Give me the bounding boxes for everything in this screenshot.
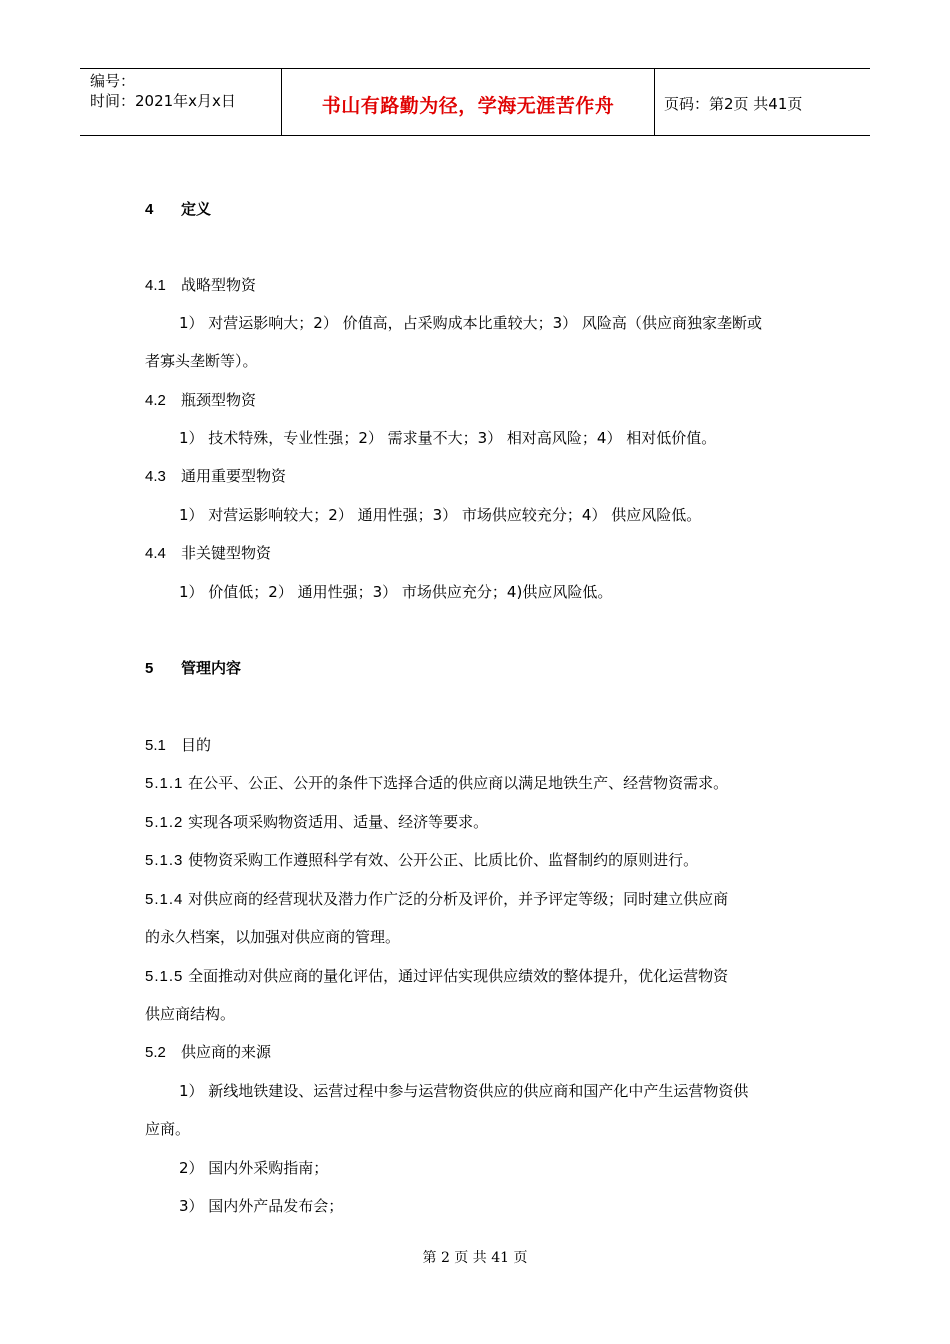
subsection-heading xyxy=(145,389,256,410)
header-date-label: 时间：2021年x月x日 xyxy=(90,92,236,110)
paragraph-line: 的永久档案，以加强对供应商的管理。 xyxy=(145,928,401,946)
header-divider xyxy=(654,69,655,135)
section-number: 4 xyxy=(145,201,154,218)
section-number: 5 xyxy=(145,660,154,677)
section-heading xyxy=(145,198,211,219)
section-heading xyxy=(145,657,241,678)
clause-line xyxy=(145,965,728,986)
clause-number: 5.1.4 xyxy=(145,891,184,908)
subsection-heading xyxy=(145,465,286,486)
clause-text: 实现各项采购物资适用、适量、经济等要求。 xyxy=(188,813,489,831)
paragraph-line: 1） 对营运影响较大；2） 通用性强；3） 市场供应较充分；4） 供应风险低。 xyxy=(179,506,702,524)
header-page-label: 页码：第2页 共41页 xyxy=(664,95,803,113)
clause-line xyxy=(145,849,698,870)
clause-number: 5.1.5 xyxy=(145,968,184,985)
subsection-number: 4.4 xyxy=(145,545,166,562)
subsection-number: 4.3 xyxy=(145,468,166,485)
subsection-heading xyxy=(145,734,211,755)
paragraph-line: 1） 新线地铁建设、运营过程中参与运营物资供应的供应商和国产化中产生运营物资供 xyxy=(179,1082,749,1100)
clause-line xyxy=(145,772,728,793)
paragraph-line: 应商。 xyxy=(145,1120,191,1138)
subsection-number: 5.2 xyxy=(145,1044,166,1061)
subsection-heading xyxy=(145,1041,271,1062)
subsection-title: 瓶颈型物资 xyxy=(181,391,257,409)
subsection-title: 非关键型物资 xyxy=(181,544,272,562)
subsection-number: 4.2 xyxy=(145,392,166,409)
clause-number: 5.1.2 xyxy=(145,814,184,831)
paragraph-line: 1） 技术特殊，专业性强；2） 需求量不大；3） 相对高风险；4） 相对低价值。 xyxy=(179,429,717,447)
subsection-title: 通用重要型物资 xyxy=(181,467,287,485)
paragraph-line: 者寡头垄断等）。 xyxy=(145,352,258,370)
paragraph-line: 3） 国内外产品发布会； xyxy=(179,1197,344,1215)
clause-line xyxy=(145,888,728,909)
page-footer: 第 2 页 共 41 页 xyxy=(422,1250,528,1266)
clause-text: 全面推动对供应商的量化评估，通过评估实现供应绩效的整体提升，优化运营物资 xyxy=(188,967,729,985)
clause-text: 使物资采购工作遵照科学有效、公开公正、比质比价、监督制约的原则进行。 xyxy=(188,851,699,869)
clause-number: 5.1.3 xyxy=(145,852,184,869)
header-meta xyxy=(90,71,236,111)
header-motto: 书山有路勤为径，学海无涯苦作舟 xyxy=(321,95,615,117)
section-title: 定义 xyxy=(181,200,212,218)
clause-number: 5.1.1 xyxy=(145,775,184,792)
paragraph-line: 2） 国内外采购指南； xyxy=(179,1159,329,1177)
subsection-title: 供应商的来源 xyxy=(181,1043,272,1061)
clause-line xyxy=(145,811,488,832)
section-title: 管理内容 xyxy=(181,659,242,677)
paragraph-line: 供应商结构。 xyxy=(145,1005,236,1023)
paragraph-line: 1） 价值低；2） 通用性强；3） 市场供应充分；4)供应风险低。 xyxy=(179,583,613,601)
subsection-heading xyxy=(145,274,256,295)
clause-text: 在公平、公正、公开的条件下选择合适的供应商以满足地铁生产、经营物资需求。 xyxy=(188,774,729,792)
paragraph-line: 1） 对营运影响大；2） 价值高，占采购成本比重较大；3） 风险高（供应商独家垄断或 xyxy=(179,314,762,332)
header-number-label: 编号： xyxy=(90,72,136,90)
subsection-number: 5.1 xyxy=(145,737,166,754)
subsection-title: 目的 xyxy=(181,736,212,754)
clause-text: 对供应商的经营现状及潜力作广泛的分析及评价，并予评定等级；同时建立供应商 xyxy=(188,890,729,908)
subsection-number: 4.1 xyxy=(145,277,166,294)
subsection-title: 战略型物资 xyxy=(181,276,257,294)
document-header xyxy=(80,68,870,136)
subsection-heading xyxy=(145,542,271,563)
